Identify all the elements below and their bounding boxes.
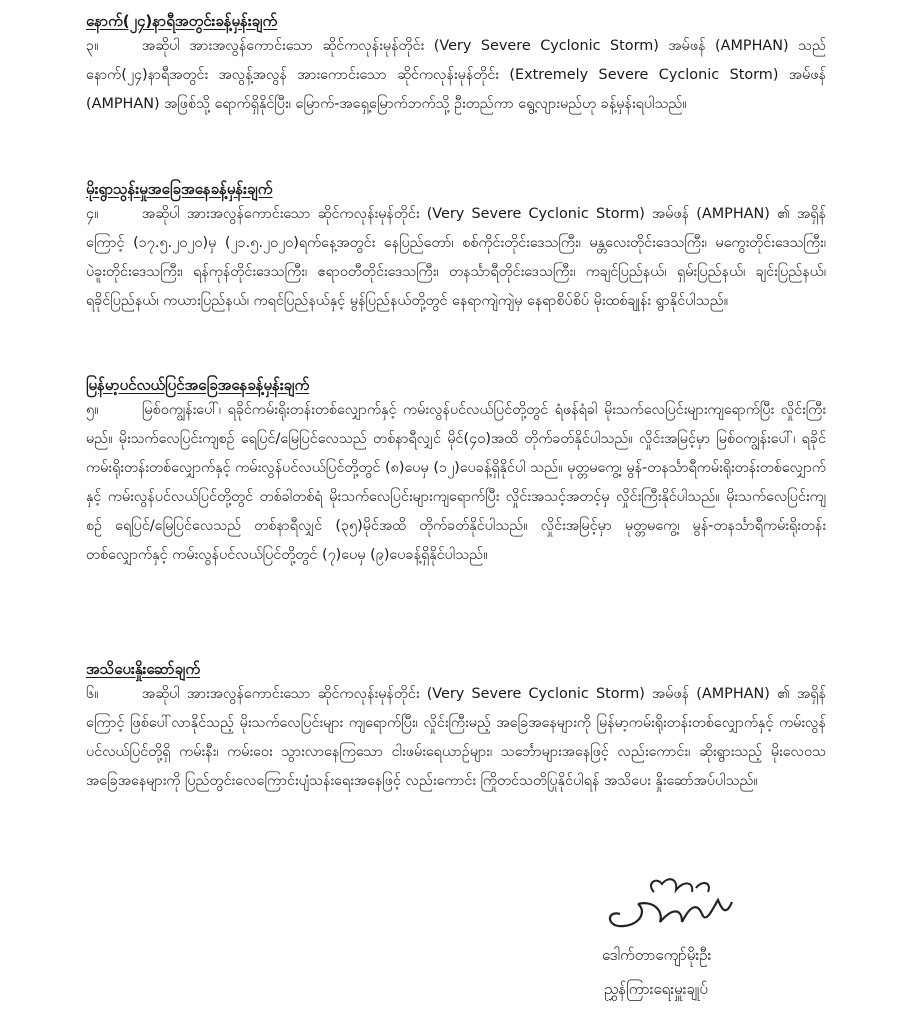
paragraph-number: ၄။ [86, 206, 99, 222]
paragraph-number: ၃။ [86, 38, 99, 54]
signature-icon [598, 870, 768, 942]
signatory-name: ဒေါက်တာကျော်မိုးဦး [602, 946, 712, 964]
section-heading: နောက်(၂၄)နာရီအတွင်းခန့်မှန်းချက် [86, 12, 278, 30]
paragraph-number: ၆။ [86, 686, 99, 702]
section-paragraph [86, 32, 826, 119]
handwritten-signature [598, 870, 798, 946]
paragraph-text: အဆိုပါ အားအလွန်ကောင်းသော ဆိုင်ကလုန်းမုန်တိုင်း (Very Severe Cyclonic Storm) အမ်ဖန် (AMPHAN) သည် နောက်(၂၄)နာရီအတွင်း အလွန့်အလွန် အားကောင်းသော ဆိုင်ကလုန်းမုန်တိုင်း (Extremely Severe Cyclonic Storm) အမ်ဖန် (AMPHAN) အဖြစ်သို့ ရောက်ရှိနိုင်ပြီး၊ မြောက်-အရှေ့မြောက်ဘက်သို့ ဦးတည်ကာ ရွေ့လျားမည်ဟု ခန့်မှန်းရပါသည်။ [86, 38, 826, 112]
section-paragraph [86, 396, 826, 570]
section-heading: မိုးရွာသွန်းမှုအခြေအနေခန့်မှန်းချက် [86, 180, 273, 198]
section-24hr-forecast [86, 10, 826, 119]
section-paragraph [86, 680, 826, 796]
section-paragraph [86, 200, 826, 316]
paragraph-text: အဆိုပါ အားအလွန်ကောင်းသော ဆိုင်ကလုန်းမုန်တိုင်း (Very Severe Cyclonic Storm) အမ်ဖန် (AMPHAN) ၏ အရှိန်ကြောင့် ဖြစ်ပေါ်လာနိုင်သည့် မိုးသက်လေပြင်းများ ကျရောက်ပြီး၊ လှိုင်းကြီးမည့် အခြေအနေများကို မြန်မာ့ကမ်းရိုးတန်းတစ်လျှောက်နှင့် ကမ်းလွန်ပင်လယ်ပြင်တို့ရှိ ကမ်းနီး၊ ကမ်းဝေး သွားလာနေကြသော ငါးဖမ်းရေယာဉ်များ၊ သင်္ဘောများအနေဖြင့် လည်းကောင်း၊ ဆိုးရွားသည့် မိုးလေဝသ အခြေအနေများကို ပြည်တွင်းလေကြောင်းပျံသန်းရေးအနေဖြင့် လည်းကောင်း ကြိုတင်သတိပြုနိုင်ပါရန် အသိပေး နှိုးဆော်အပ်ပါသည်။ [86, 686, 826, 789]
section-heading: မြန်မာ့ပင်လယ်ပြင်အခြေအနေခန့်မှန်းချက် [86, 376, 310, 394]
section-sea-condition-forecast [86, 374, 826, 570]
section-heading: အသိပေးနှိုးဆော်ချက် [86, 660, 201, 678]
paragraph-number: ၅။ [86, 402, 99, 418]
signatory-title: ညွှန်ကြားရေးမှူးချုပ် [604, 980, 708, 998]
section-rainfall-forecast [86, 178, 826, 316]
paragraph-text: အဆိုပါ အားအလွန်ကောင်းသော ဆိုင်ကလုန်းမုန်တိုင်း (Very Severe Cyclonic Storm) အမ်ဖန် (AMPHAN) ၏ အရှိန်ကြောင့် (၁၇.၅.၂၀၂၀)မှ (၂၁.၅.၂၀၂၀)ရက်နေ့အတွင်း နေပြည်တော်၊ စစ်ကိုင်းတိုင်းဒေသကြီး၊ မန္တလေးတိုင်းဒေသကြီး၊ မကွေးတိုင်းဒေသကြီး၊ ပဲခူးတိုင်းဒေသကြီး၊ ရန်ကုန်တိုင်းဒေသကြီး၊ ဧရာဝတီတိုင်းဒေသကြီး၊ တနင်္သာရီတိုင်းဒေသကြီး၊ ကချင်ပြည်နယ်၊ ရှမ်းပြည်နယ်၊ ချင်းပြည်နယ်၊ ရခိုင်ပြည်နယ်၊ ကယားပြည်နယ်၊ ကရင်ပြည်နယ်နှင့် မွန်ပြည်နယ်တို့တွင် နေရာကျဲကျဲမှ နေရာစိပ်စိပ် မိုးထစ်ချုန်း ရွာနိုင်ပါသည်။ [86, 206, 826, 309]
paragraph-text: မြစ်ဝကျွန်းပေါ်၊ ရခိုင်ကမ်းရိုးတန်းတစ်လျှောက်နှင့် ကမ်းလွန်ပင်လယ်ပြင်တို့တွင် ရံဖန်ရံခါ မိုးသက်လေပြင်းများကျရောက်ပြီး လှိုင်းကြီးမည်။ မိုးသက်လေပြင်းကျစဉ် ရေပြင်/မြေပြင်လေသည် တစ်နာရီလျှင် မိုင်(၄၀)အထိ တိုက်ခတ်နိုင်ပါသည်။ လှိုင်းအမြင့်မှာ မြစ်ဝကျွန်းပေါ်၊ ရခိုင်ကမ်းရိုးတန်းတစ်လျှောက်နှင့် ကမ်းလွန်ပင်လယ်ပြင်တို့တွင် (၈)ပေမှ (၁၂)ပေခန့်ရှိနိုင်ပါ သည်။ မုတ္တမကွေ့၊ မွန်-တနင်္သာရီကမ်းရိုးတန်းတစ်လျှောက်နှင့် ကမ်းလွန်ပင်လယ်ပြင်တို့တွင် တစ်ခါတစ်ရံ မိုးသက်လေပြင်းများကျရောက်ပြီး လှိုင်းအသင့်အတင့်မှ လှိုင်းကြီးနိုင်ပါသည်။ မိုးသက်လေပြင်းကျစဉ် ရေပြင်/မြေပြင်လေသည် တစ်နာရီလျှင် (၃၅)မိုင်အထိ တိုက်ခတ်နိုင်ပါသည်။ လှိုင်းအမြင့်မှာ မုတ္တမကွေ့၊ မွန်-တနင်္သာရီကမ်းရိုးတန်းတစ်လျှောက်နှင့် ကမ်းလွန်ပင်လယ်ပြင်တို့တွင် (၇)ပေမှ (၉)ပေခန့်ရှိနိုင်ပါသည်။ [86, 402, 826, 563]
section-warning-notice [86, 658, 826, 796]
